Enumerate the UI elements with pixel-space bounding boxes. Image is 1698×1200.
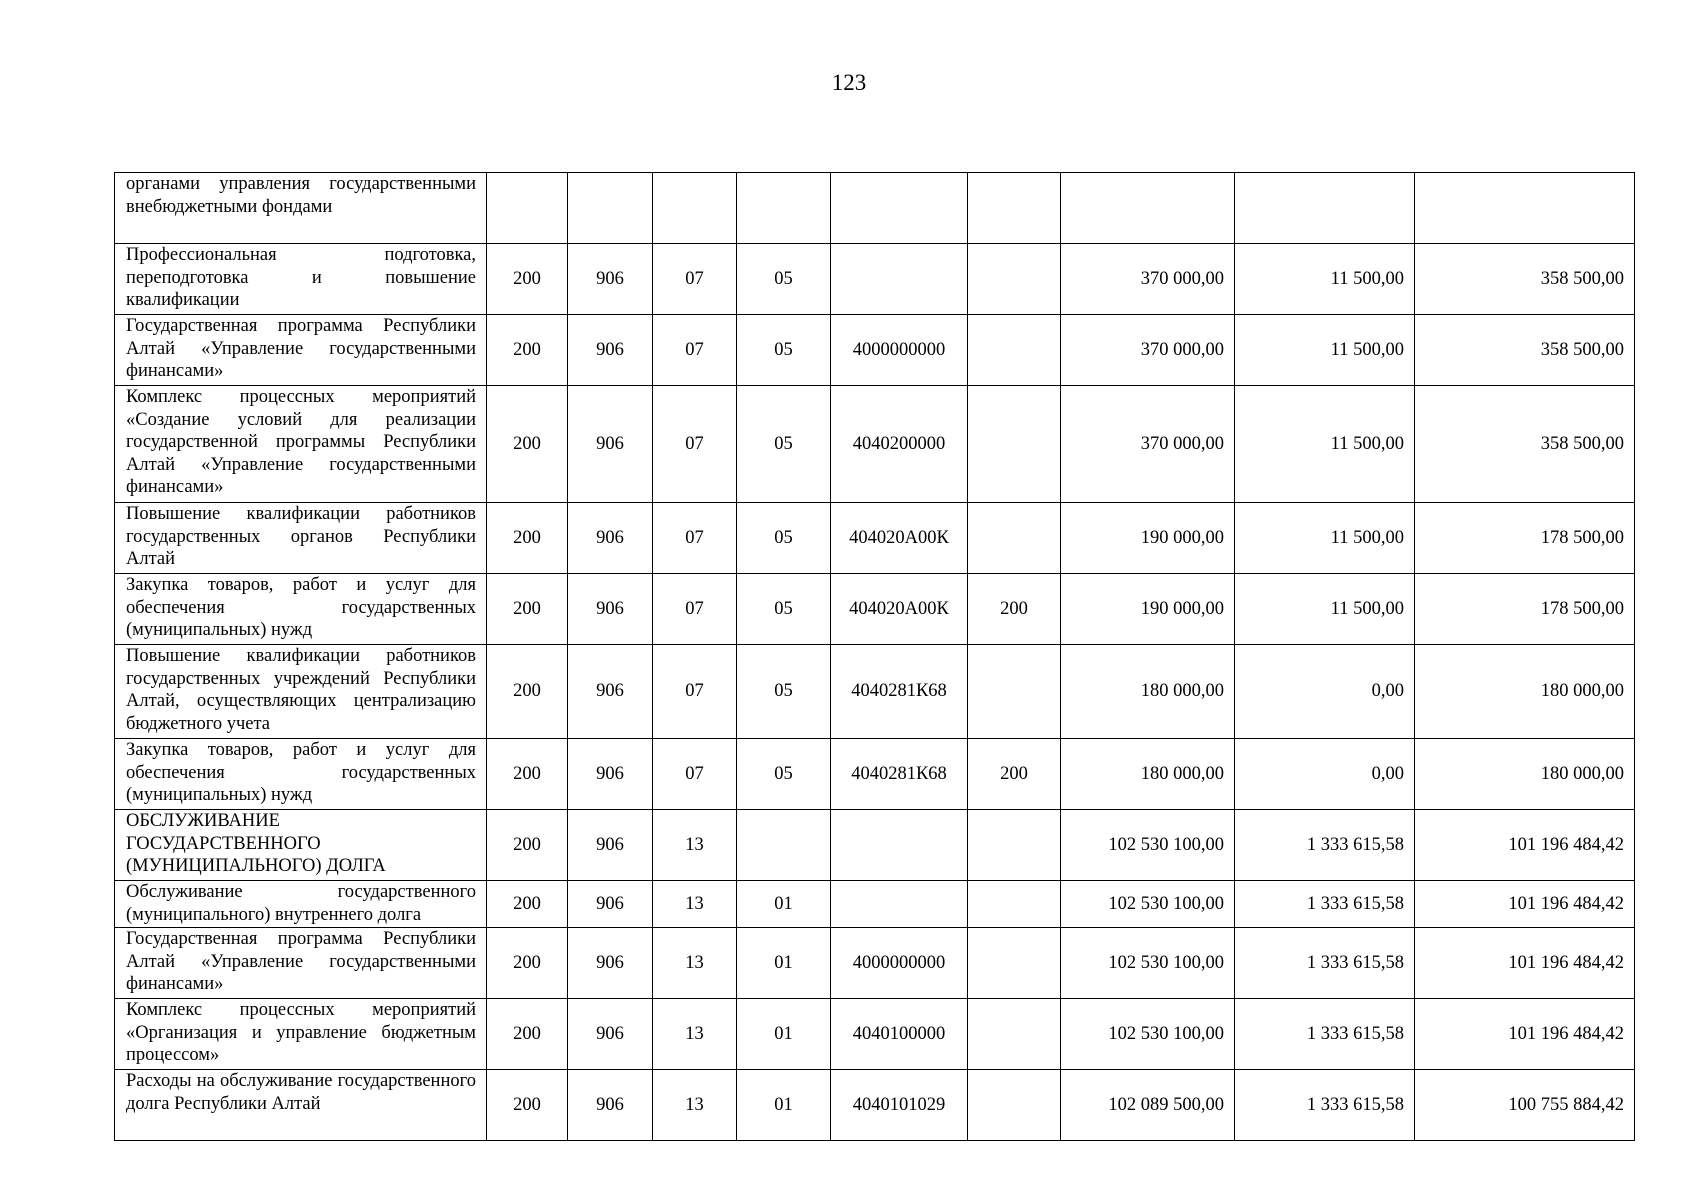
cell-code-5: 4040200000 — [831, 386, 968, 503]
cell-amount: 180 000,00 — [1061, 739, 1235, 810]
cell-code-5 — [831, 881, 968, 928]
cell-amount: 370 000,00 — [1061, 244, 1235, 315]
cell-amount: 370 000,00 — [1061, 386, 1235, 503]
cell-code-1: 200 — [487, 881, 568, 928]
row-name: Комплекс процессных мероприятий «Создание условий для реализации государственной программы Республики Алтай «Управление государственными финансами» — [115, 386, 487, 503]
cell-code-1: 200 — [487, 1070, 568, 1141]
cell-code-3: 07 — [653, 574, 737, 645]
cell-executed: 11 500,00 — [1235, 574, 1415, 645]
cell-code-2: 906 — [568, 739, 653, 810]
cell-remainder: 178 500,00 — [1415, 574, 1635, 645]
cell-code-6: 200 — [968, 739, 1061, 810]
cell-code-2: 906 — [568, 810, 653, 881]
cell-code-2: 906 — [568, 315, 653, 386]
cell-code-4 — [737, 173, 831, 244]
cell-code-6 — [968, 173, 1061, 244]
cell-amount: 190 000,00 — [1061, 503, 1235, 574]
cell-code-4 — [737, 810, 831, 881]
table-row — [115, 928, 1635, 999]
cell-code-2: 906 — [568, 645, 653, 739]
row-name: ОБСЛУЖИВАНИЕ ГОСУДАРСТВЕННОГО (МУНИЦИПАЛЬНОГО) ДОЛГА — [115, 810, 487, 881]
cell-code-5: 404020А00К — [831, 503, 968, 574]
cell-code-2 — [568, 173, 653, 244]
page-number: 123 — [831, 70, 867, 95]
cell-code-2: 906 — [568, 244, 653, 315]
row-name: органами управления государственными внебюджетными фондами — [115, 173, 487, 244]
cell-code-4: 01 — [737, 928, 831, 999]
cell-executed: 1 333 615,58 — [1235, 881, 1415, 928]
cell-code-5: 4000000000 — [831, 315, 968, 386]
cell-code-1: 200 — [487, 928, 568, 999]
row-name: Профессиональная подготовка, переподготовка и повышение квалификации — [115, 244, 487, 315]
cell-code-2: 906 — [568, 928, 653, 999]
cell-amount — [1061, 173, 1235, 244]
cell-executed — [1235, 173, 1415, 244]
cell-code-6 — [968, 645, 1061, 739]
cell-code-3: 13 — [653, 881, 737, 928]
cell-amount: 102 530 100,00 — [1061, 810, 1235, 881]
cell-executed: 0,00 — [1235, 645, 1415, 739]
cell-code-2: 906 — [568, 999, 653, 1070]
cell-remainder: 101 196 484,42 — [1415, 810, 1635, 881]
budget-table — [114, 172, 1635, 1141]
cell-remainder: 101 196 484,42 — [1415, 928, 1635, 999]
cell-remainder: 101 196 484,42 — [1415, 999, 1635, 1070]
cell-executed: 0,00 — [1235, 739, 1415, 810]
cell-code-5 — [831, 244, 968, 315]
cell-code-4: 05 — [737, 315, 831, 386]
cell-amount: 102 530 100,00 — [1061, 928, 1235, 999]
cell-code-2: 906 — [568, 1070, 653, 1141]
cell-code-6 — [968, 244, 1061, 315]
cell-code-2: 906 — [568, 503, 653, 574]
cell-code-5: 4040100000 — [831, 999, 968, 1070]
cell-amount: 190 000,00 — [1061, 574, 1235, 645]
table-row — [115, 645, 1635, 739]
cell-code-3: 07 — [653, 645, 737, 739]
cell-code-5 — [831, 810, 968, 881]
cell-code-1: 200 — [487, 739, 568, 810]
cell-executed: 11 500,00 — [1235, 503, 1415, 574]
row-name: Обслуживание государственного (муниципального) внутреннего долга — [115, 881, 487, 928]
cell-executed: 11 500,00 — [1235, 386, 1415, 503]
table-row — [115, 503, 1635, 574]
cell-code-3: 07 — [653, 386, 737, 503]
row-name: Повышение квалификации работников государственных органов Республики Алтай — [115, 503, 487, 574]
cell-code-5: 4040281К68 — [831, 739, 968, 810]
table-body — [115, 173, 1635, 1141]
cell-code-4: 05 — [737, 386, 831, 503]
cell-executed: 1 333 615,58 — [1235, 999, 1415, 1070]
table-row — [115, 315, 1635, 386]
cell-code-1: 200 — [487, 315, 568, 386]
cell-code-2: 906 — [568, 574, 653, 645]
cell-remainder: 178 500,00 — [1415, 503, 1635, 574]
cell-code-6 — [968, 810, 1061, 881]
cell-code-6 — [968, 315, 1061, 386]
cell-executed: 11 500,00 — [1235, 244, 1415, 315]
cell-code-4: 05 — [737, 503, 831, 574]
cell-remainder: 100 755 884,42 — [1415, 1070, 1635, 1141]
cell-remainder: 101 196 484,42 — [1415, 881, 1635, 928]
cell-code-1: 200 — [487, 645, 568, 739]
cell-code-3: 13 — [653, 810, 737, 881]
cell-code-2: 906 — [568, 881, 653, 928]
cell-code-3: 13 — [653, 1070, 737, 1141]
cell-code-1: 200 — [487, 244, 568, 315]
cell-code-6 — [968, 999, 1061, 1070]
row-name: Закупка товаров, работ и услуг для обеспечения государственных (муниципальных) нужд — [115, 574, 487, 645]
table-row — [115, 810, 1635, 881]
cell-amount: 370 000,00 — [1061, 315, 1235, 386]
cell-code-3: 13 — [653, 928, 737, 999]
cell-code-4: 01 — [737, 881, 831, 928]
table-row — [115, 999, 1635, 1070]
cell-code-5 — [831, 173, 968, 244]
row-name: Государственная программа Республики Алтай «Управление государственными финансами» — [115, 928, 487, 999]
cell-code-6 — [968, 1070, 1061, 1141]
cell-amount: 102 089 500,00 — [1061, 1070, 1235, 1141]
cell-code-1: 200 — [487, 386, 568, 503]
cell-code-3: 07 — [653, 503, 737, 574]
cell-code-3: 13 — [653, 999, 737, 1070]
cell-amount: 180 000,00 — [1061, 645, 1235, 739]
cell-code-6 — [968, 928, 1061, 999]
table-row — [115, 739, 1635, 810]
cell-amount: 102 530 100,00 — [1061, 999, 1235, 1070]
cell-executed: 1 333 615,58 — [1235, 1070, 1415, 1141]
table-row — [115, 1070, 1635, 1141]
cell-code-4: 05 — [737, 244, 831, 315]
row-name: Комплекс процессных мероприятий «Организация и управление бюджетным процессом» — [115, 999, 487, 1070]
row-name: Государственная программа Республики Алтай «Управление государственными финансами» — [115, 315, 487, 386]
table-row — [115, 244, 1635, 315]
cell-code-3 — [653, 173, 737, 244]
table-row — [115, 386, 1635, 503]
row-name: Закупка товаров, работ и услуг для обеспечения государственных (муниципальных) нужд — [115, 739, 487, 810]
cell-code-5: 404020А00К — [831, 574, 968, 645]
cell-amount: 102 530 100,00 — [1061, 881, 1235, 928]
cell-remainder: 180 000,00 — [1415, 645, 1635, 739]
cell-code-3: 07 — [653, 739, 737, 810]
cell-executed: 1 333 615,58 — [1235, 928, 1415, 999]
table-row — [115, 173, 1635, 244]
cell-code-2: 906 — [568, 386, 653, 503]
cell-code-1: 200 — [487, 503, 568, 574]
cell-code-6 — [968, 386, 1061, 503]
cell-code-3: 07 — [653, 315, 737, 386]
cell-executed: 1 333 615,58 — [1235, 810, 1415, 881]
cell-code-4: 05 — [737, 739, 831, 810]
row-name: Повышение квалификации работников государственных учреждений Республики Алтай, осуществляющих централизацию бюджетного учета — [115, 645, 487, 739]
cell-code-1: 200 — [487, 574, 568, 645]
cell-remainder: 180 000,00 — [1415, 739, 1635, 810]
cell-code-1: 200 — [487, 810, 568, 881]
cell-code-6: 200 — [968, 574, 1061, 645]
cell-code-5: 4000000000 — [831, 928, 968, 999]
cell-code-6 — [968, 503, 1061, 574]
cell-code-1 — [487, 173, 568, 244]
cell-code-4: 01 — [737, 999, 831, 1070]
cell-executed: 11 500,00 — [1235, 315, 1415, 386]
row-name: Расходы на обслуживание государственного долга Республики Алтай — [115, 1070, 487, 1141]
cell-code-1: 200 — [487, 999, 568, 1070]
cell-code-5: 4040281К68 — [831, 645, 968, 739]
cell-code-6 — [968, 881, 1061, 928]
cell-remainder — [1415, 173, 1635, 244]
cell-code-5: 4040101029 — [831, 1070, 968, 1141]
table-row — [115, 881, 1635, 928]
cell-code-3: 07 — [653, 244, 737, 315]
cell-remainder: 358 500,00 — [1415, 244, 1635, 315]
cell-code-4: 01 — [737, 1070, 831, 1141]
cell-remainder: 358 500,00 — [1415, 386, 1635, 503]
table-row — [115, 574, 1635, 645]
cell-remainder: 358 500,00 — [1415, 315, 1635, 386]
cell-code-4: 05 — [737, 574, 831, 645]
cell-code-4: 05 — [737, 645, 831, 739]
